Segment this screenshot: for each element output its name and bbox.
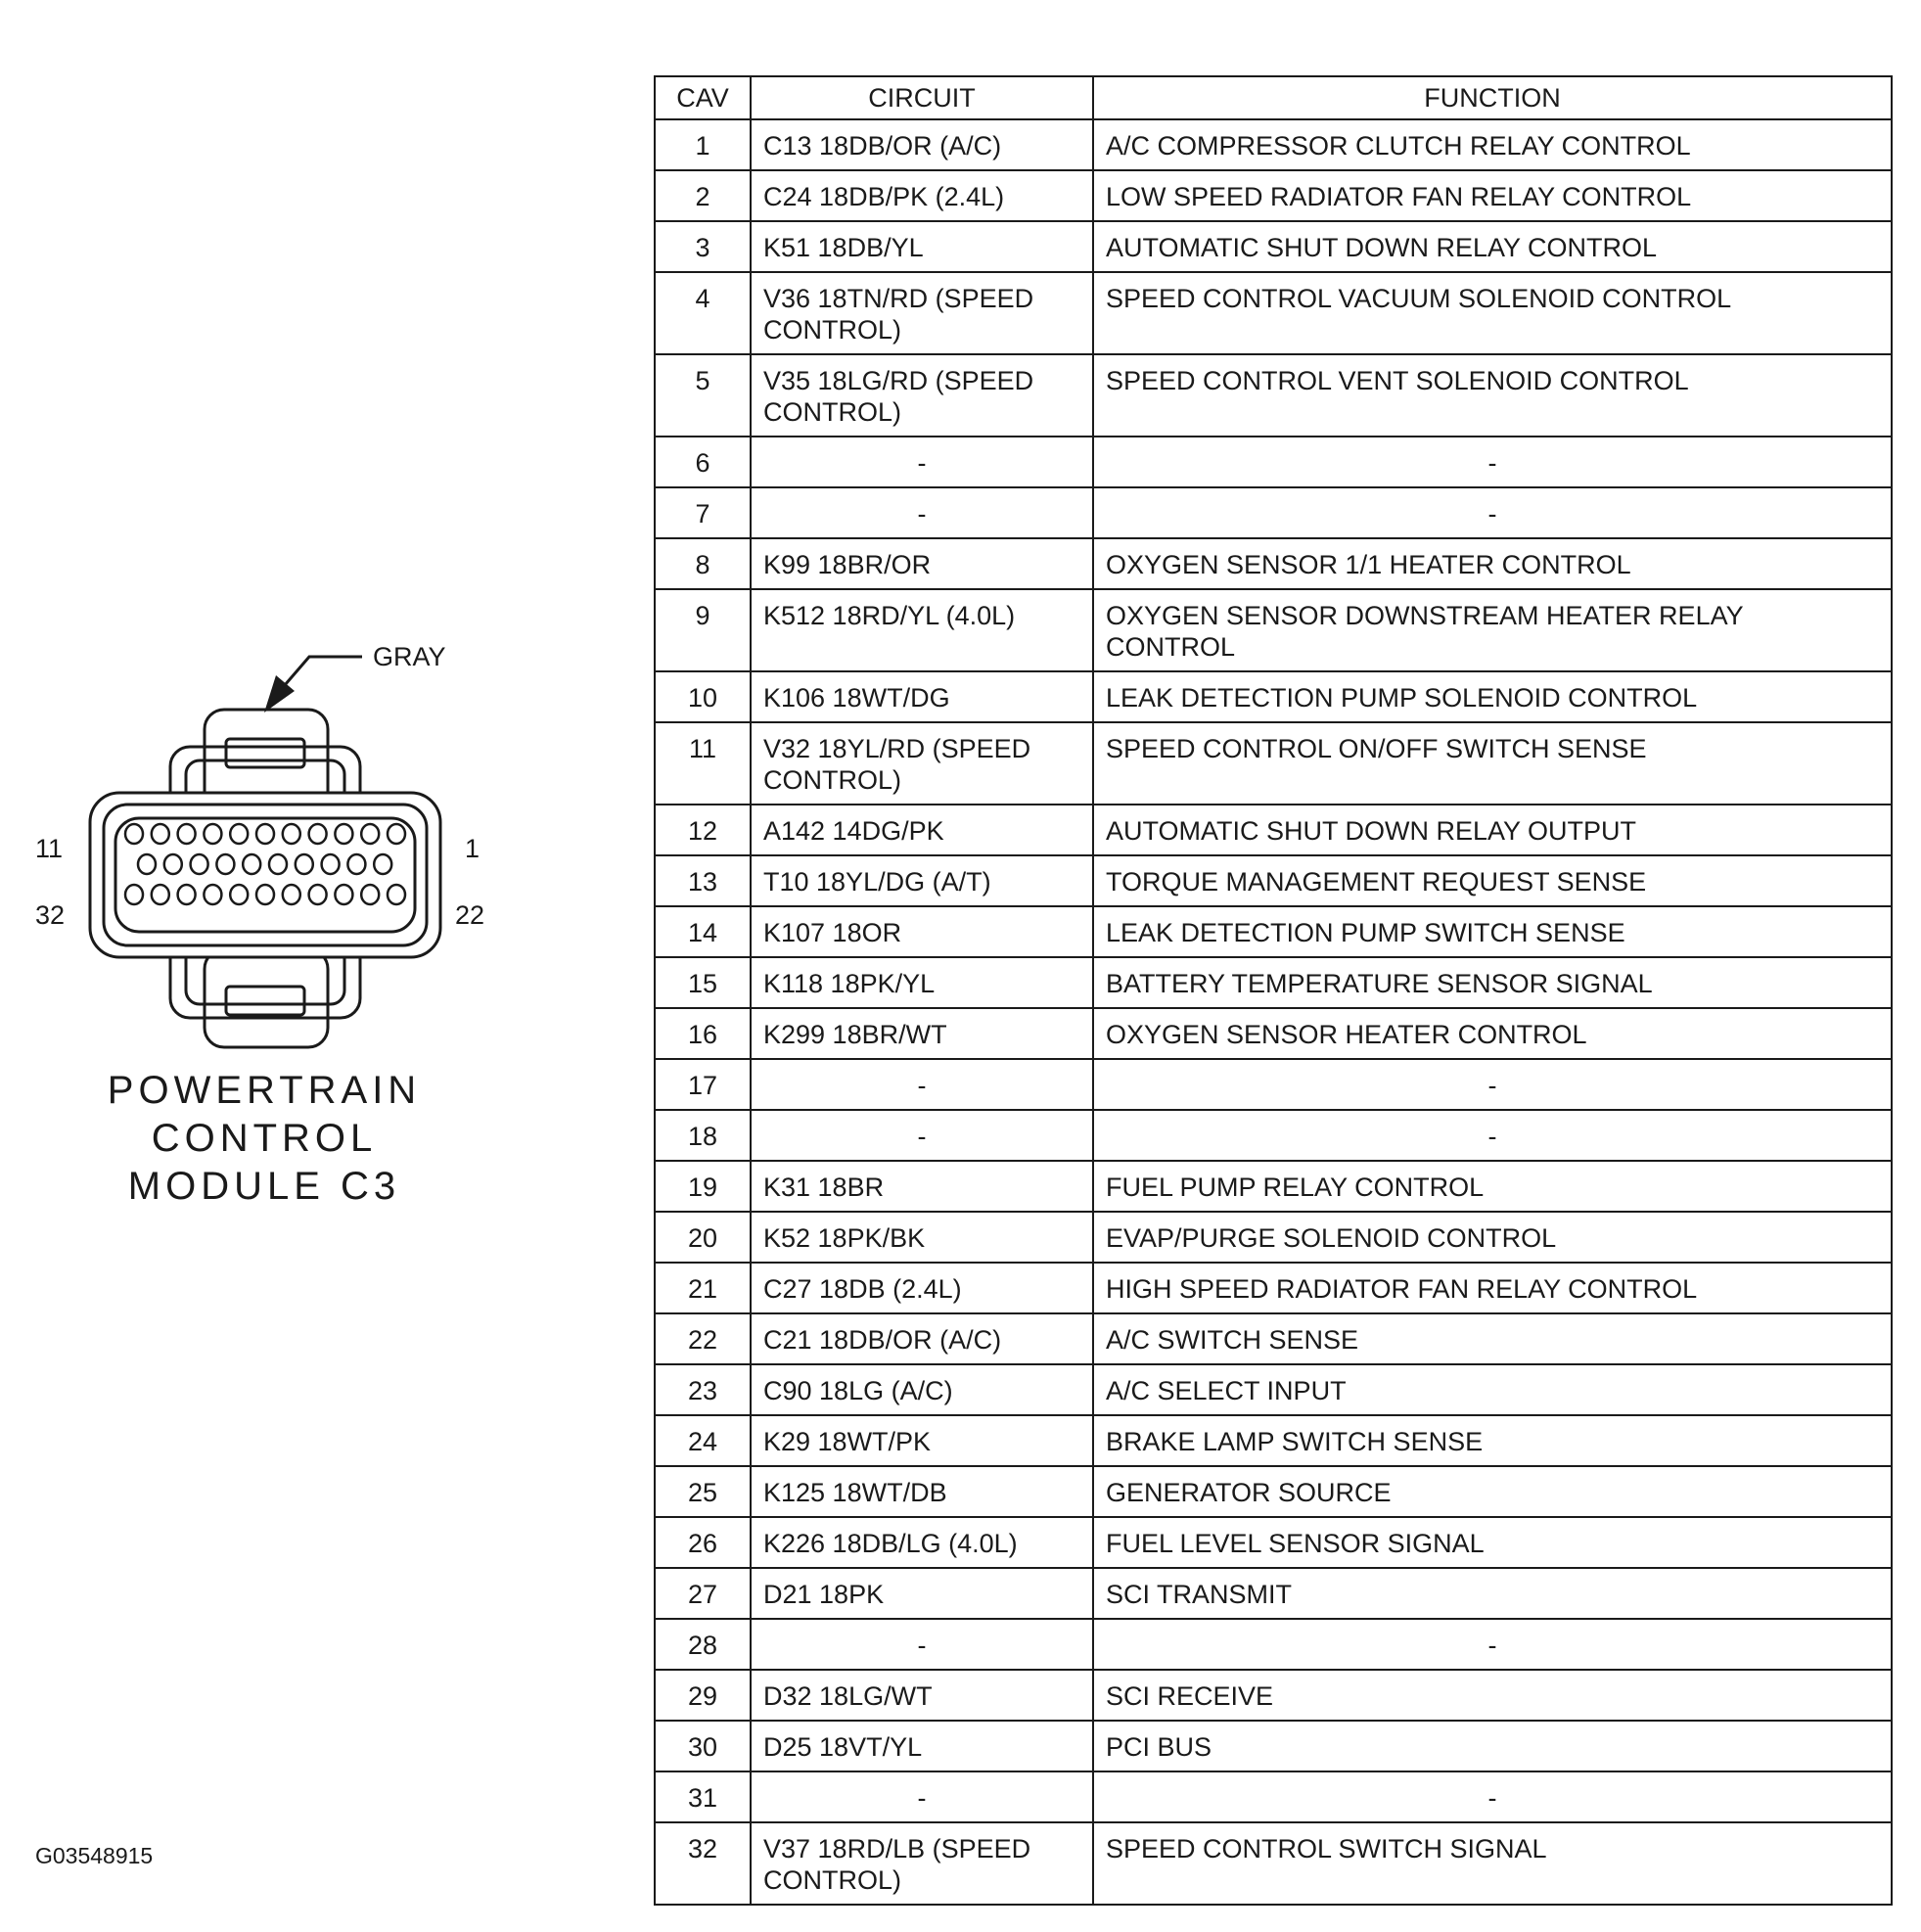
cav-cell: 32 [655,1822,751,1905]
function-cell: SCI TRANSMIT [1093,1568,1892,1619]
function-cell: - [1093,487,1892,538]
cav-cell: 29 [655,1670,751,1721]
function-cell: LEAK DETECTION PUMP SOLENOID CONTROL [1093,671,1892,722]
circuit-cell: K125 18WT/DB [751,1466,1093,1517]
table-row [655,805,1892,855]
function-cell: - [1093,1619,1892,1670]
table-row [655,1619,1892,1670]
table-row [655,722,1892,805]
function-cell: - [1093,437,1892,487]
circuit-cell: K51 18DB/YL [751,221,1093,272]
pinout-table-body [655,119,1892,1905]
circuit-cell: - [751,1771,1093,1822]
cav-cell: 21 [655,1263,751,1313]
connector-title-line-3: MODULE C3 [127,1165,401,1208]
callout-gray-label: GRAY [373,642,446,671]
function-cell: PCI BUS [1093,1721,1892,1771]
table-row [655,1008,1892,1059]
table-row [655,1059,1892,1110]
cav-cell: 11 [655,722,751,805]
function-cell: OXYGEN SENSOR 1/1 HEATER CONTROL [1093,538,1892,589]
function-cell: SPEED CONTROL ON/OFF SWITCH SENSE [1093,722,1892,805]
header-cav: CAV [655,76,751,119]
table-row [655,538,1892,589]
circuit-cell: C24 18DB/PK (2.4L) [751,170,1093,221]
cav-cell: 4 [655,272,751,354]
table-row [655,221,1892,272]
cav-cell: 9 [655,589,751,671]
table-row [655,1670,1892,1721]
callout-leader-line [285,657,362,685]
circuit-cell: C13 18DB/OR (A/C) [751,119,1093,170]
circuit-cell: V37 18RD/LB (SPEED CONTROL) [751,1822,1093,1905]
cav-cell: 8 [655,538,751,589]
cav-cell: 15 [655,957,751,1008]
cav-cell: 5 [655,354,751,437]
table-row [655,1364,1892,1415]
circuit-cell: - [751,1059,1093,1110]
table-row [655,1822,1892,1905]
circuit-cell: D25 18VT/YL [751,1721,1093,1771]
function-cell: GENERATOR SOURCE [1093,1466,1892,1517]
circuit-cell: - [751,437,1093,487]
table-row [655,1161,1892,1212]
cav-cell: 30 [655,1721,751,1771]
cav-cell: 3 [655,221,751,272]
circuit-cell: V36 18TN/RD (SPEED CONTROL) [751,272,1093,354]
cav-cell: 10 [655,671,751,722]
table-row [655,1110,1892,1161]
circuit-cell: V35 18LG/RD (SPEED CONTROL) [751,354,1093,437]
circuit-cell: - [751,1110,1093,1161]
figure-id: G03548915 [35,1843,154,1868]
table-row [655,437,1892,487]
function-cell: OXYGEN SENSOR DOWNSTREAM HEATER RELAY CONTROL [1093,589,1892,671]
circuit-cell: T10 18YL/DG (A/T) [751,855,1093,906]
cav-cell: 13 [655,855,751,906]
cav-cell: 28 [655,1619,751,1670]
function-cell: - [1093,1110,1892,1161]
circuit-cell: C27 18DB (2.4L) [751,1263,1093,1313]
cav-cell: 26 [655,1517,751,1568]
cav-cell: 18 [655,1110,751,1161]
function-cell: EVAP/PURGE SOLENOID CONTROL [1093,1212,1892,1263]
cav-cell: 1 [655,119,751,170]
function-cell: SPEED CONTROL SWITCH SIGNAL [1093,1822,1892,1905]
connector-title-line-2: CONTROL [151,1117,378,1160]
pin-label-1: 1 [465,834,480,863]
function-cell: A/C SWITCH SENSE [1093,1313,1892,1364]
cav-cell: 16 [655,1008,751,1059]
circuit-cell: C21 18DB/OR (A/C) [751,1313,1093,1364]
bottom-latch-window [226,987,304,1015]
table-row [655,487,1892,538]
cav-cell: 24 [655,1415,751,1466]
circuit-cell: K299 18BR/WT [751,1008,1093,1059]
function-cell: AUTOMATIC SHUT DOWN RELAY CONTROL [1093,221,1892,272]
circuit-cell: K106 18WT/DG [751,671,1093,722]
header-circuit: CIRCUIT [751,76,1093,119]
circuit-cell: C90 18LG (A/C) [751,1364,1093,1415]
circuit-cell: - [751,1619,1093,1670]
table-row [655,1466,1892,1517]
table-row [655,1771,1892,1822]
function-cell: HIGH SPEED RADIATOR FAN RELAY CONTROL [1093,1263,1892,1313]
function-cell: BRAKE LAMP SWITCH SENSE [1093,1415,1892,1466]
cav-cell: 19 [655,1161,751,1212]
cav-cell: 17 [655,1059,751,1110]
cav-cell: 12 [655,805,751,855]
table-row [655,119,1892,170]
table-row [655,671,1892,722]
circuit-cell: K31 18BR [751,1161,1093,1212]
circuit-cell: K99 18BR/OR [751,538,1093,589]
function-cell: - [1093,1771,1892,1822]
table-row [655,1721,1892,1771]
function-cell: AUTOMATIC SHUT DOWN RELAY OUTPUT [1093,805,1892,855]
cav-cell: 14 [655,906,751,957]
pin-label-22: 22 [455,900,485,930]
cav-cell: 2 [655,170,751,221]
function-cell: OXYGEN SENSOR HEATER CONTROL [1093,1008,1892,1059]
cav-cell: 25 [655,1466,751,1517]
top-latch-window [226,739,304,767]
cav-cell: 31 [655,1771,751,1822]
cav-cell: 27 [655,1568,751,1619]
circuit-cell: K512 18RD/YL (4.0L) [751,589,1093,671]
function-cell: TORQUE MANAGEMENT REQUEST SENSE [1093,855,1892,906]
bottom-latch [205,949,328,1047]
table-row [655,1568,1892,1619]
function-cell: FUEL PUMP RELAY CONTROL [1093,1161,1892,1212]
function-cell: BATTERY TEMPERATURE SENSOR SIGNAL [1093,957,1892,1008]
table-row [655,170,1892,221]
table-row [655,589,1892,671]
circuit-cell: V32 18YL/RD (SPEED CONTROL) [751,722,1093,805]
circuit-cell: - [751,487,1093,538]
table-row [655,272,1892,354]
table-row [655,354,1892,437]
cav-cell: 7 [655,487,751,538]
connector-title-line-1: POWERTRAIN [107,1069,422,1112]
function-cell: A/C SELECT INPUT [1093,1364,1892,1415]
function-cell: SPEED CONTROL VACUUM SOLENOID CONTROL [1093,272,1892,354]
circuit-cell: D21 18PK [751,1568,1093,1619]
table-row [655,906,1892,957]
function-cell: LOW SPEED RADIATOR FAN RELAY CONTROL [1093,170,1892,221]
cav-cell: 22 [655,1313,751,1364]
table-row [655,957,1892,1008]
table-row [655,1263,1892,1313]
function-cell: LEAK DETECTION PUMP SWITCH SENSE [1093,906,1892,957]
header-function: FUNCTION [1093,76,1892,119]
pinout-table [654,75,1893,1906]
table-row [655,1517,1892,1568]
circuit-cell: A142 14DG/PK [751,805,1093,855]
cav-cell: 6 [655,437,751,487]
table-header-row [655,76,1892,119]
circuit-cell: K29 18WT/PK [751,1415,1093,1466]
function-cell: SPEED CONTROL VENT SOLENOID CONTROL [1093,354,1892,437]
table-row [655,1313,1892,1364]
circuit-cell: K52 18PK/BK [751,1212,1093,1263]
function-cell: SCI RECEIVE [1093,1670,1892,1721]
table-row [655,1415,1892,1466]
table-row [655,855,1892,906]
cav-cell: 20 [655,1212,751,1263]
table-row [655,1212,1892,1263]
circuit-cell: K118 18PK/YL [751,957,1093,1008]
function-cell: FUEL LEVEL SENSOR SIGNAL [1093,1517,1892,1568]
pin-label-11: 11 [35,834,64,863]
function-cell: A/C COMPRESSOR CLUTCH RELAY CONTROL [1093,119,1892,170]
cav-cell: 23 [655,1364,751,1415]
circuit-cell: D32 18LG/WT [751,1670,1093,1721]
function-cell: - [1093,1059,1892,1110]
circuit-cell: K107 18OR [751,906,1093,957]
pin-label-32: 32 [35,900,66,930]
circuit-cell: K226 18DB/LG (4.0L) [751,1517,1093,1568]
